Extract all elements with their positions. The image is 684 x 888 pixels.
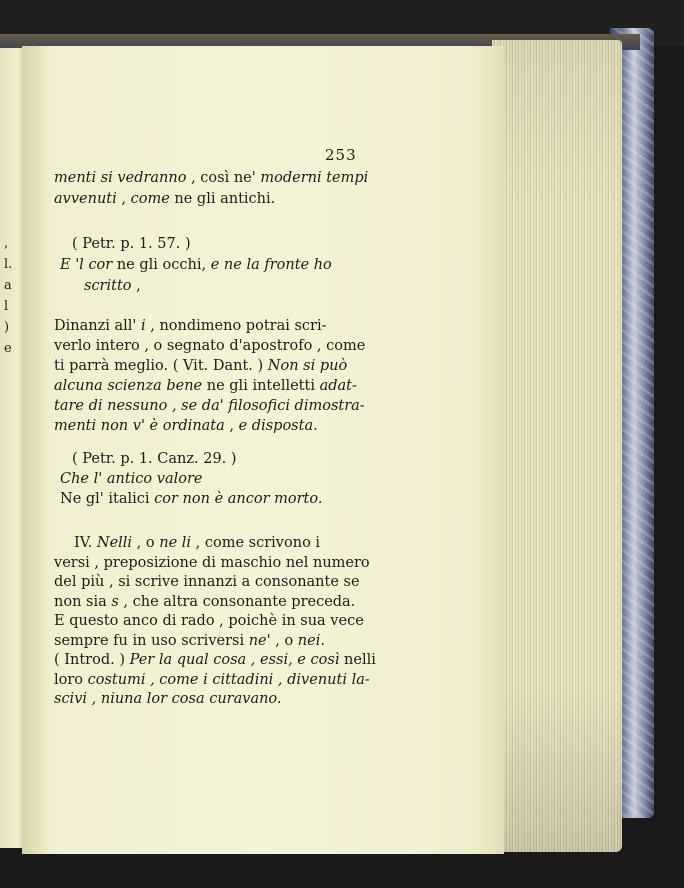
text-line <box>74 535 320 551</box>
text-segment: scritto <box>84 278 132 294</box>
text-segment: Per la qual cosa , essi, e così <box>129 652 340 668</box>
text-segment: moderni tempi <box>260 170 369 186</box>
text-segment: e disposta. <box>238 418 318 434</box>
text-line <box>84 278 141 294</box>
text-line <box>54 318 327 334</box>
text-segment: , come scrivono i <box>191 535 321 551</box>
text-segment: Nelli <box>96 535 133 551</box>
text-segment: , <box>131 278 141 294</box>
text-segment: Che l' antico valore <box>60 471 203 487</box>
text-line <box>54 574 360 590</box>
text-segment: non sia <box>54 593 112 610</box>
text-segment: , così ne' <box>186 170 261 186</box>
text-segment: scivi , niuna lor cosa curavano. <box>54 691 282 707</box>
left-page-mark: e <box>4 341 12 356</box>
text-segment: menti si vedranno <box>54 170 187 186</box>
text-segment: avvenuti <box>54 191 117 207</box>
text-segment: alcuna scienza bene <box>54 378 203 394</box>
text-segment: Dinanzi all' <box>54 318 141 334</box>
text-line <box>54 555 370 571</box>
text-line <box>54 652 376 668</box>
text-line <box>72 236 191 252</box>
text-line <box>60 257 332 273</box>
text-segment: , <box>224 418 239 434</box>
text-segment: menti non v' è ordinata <box>54 418 225 434</box>
text-segment: nei. <box>297 632 325 649</box>
left-page-mark: ) <box>4 320 10 335</box>
text-line <box>54 418 318 434</box>
text-segment: , <box>116 191 131 207</box>
text-segment: verlo intero , o segnato d'apostrofo , come <box>54 338 366 354</box>
text-segment: Ne gl' italici <box>60 491 155 507</box>
text-line <box>60 471 202 487</box>
text-segment: cor non è ancor morto. <box>154 491 323 507</box>
text-line <box>60 491 322 507</box>
text-segment: ne gli intelletti <box>202 378 320 394</box>
text-segment: del più , si scrive innanzi a consonante se <box>54 574 360 590</box>
text-segment: versi , preposizione di maschio nel numero <box>54 554 370 571</box>
text-segment: come <box>130 191 170 207</box>
text-segment: tare di nessuno , se da' filosofici dimostra- <box>54 398 365 414</box>
left-page-mark: l. <box>4 257 13 272</box>
text-segment: sempre fu in uso scriversi <box>54 632 249 649</box>
page-number: 253 <box>325 146 357 164</box>
left-page-mark: a <box>4 278 12 293</box>
text-segment: IV. <box>74 535 97 551</box>
text-segment: E 'l <box>60 257 89 273</box>
text-segment: i <box>141 318 146 334</box>
text-segment: costumi , come i cittadini , divenuti la- <box>87 671 370 688</box>
text-segment: e ne la fronte ho <box>210 257 332 273</box>
text-segment: nelli <box>339 652 376 668</box>
text-line <box>72 451 237 467</box>
text-segment: ne gli occhi, <box>112 257 211 273</box>
text-segment: , che altra consonante preceda. <box>118 593 356 610</box>
book-page <box>22 46 504 854</box>
text-segment: ne li <box>159 535 192 551</box>
text-segment: ne gli antichi. <box>169 191 276 207</box>
text-segment: , o <box>132 535 160 551</box>
text-segment: E questo anco di rado , poichè in sua vece <box>54 613 364 629</box>
text-segment: ( Introd. ) <box>54 652 130 668</box>
text-line <box>54 691 282 707</box>
left-page-marks <box>4 233 12 359</box>
text-line <box>54 191 275 207</box>
text-line <box>54 170 368 186</box>
text-segment: ( Petr. p. 1. 57. ) <box>72 236 191 252</box>
page-block-edges <box>492 40 622 852</box>
text-segment: ne' <box>248 632 271 649</box>
text-segment: ( Petr. p. 1. Canz. 29. ) <box>72 451 237 467</box>
text-segment: s <box>111 593 119 610</box>
text-segment: cor <box>88 257 113 273</box>
text-line <box>54 613 364 629</box>
text-line <box>54 398 365 414</box>
text-segment: adat- <box>319 378 357 394</box>
left-page-mark: l <box>4 299 9 314</box>
text-line <box>54 672 370 688</box>
text-segment: Non si può <box>267 358 348 374</box>
text-line <box>54 633 325 649</box>
text-line <box>54 378 357 394</box>
text-line <box>54 338 365 354</box>
text-segment: ti parrà meglio. ( Vit. Dant. ) <box>54 358 268 374</box>
text-line <box>54 358 347 374</box>
text-segment: , nondimeno potrai scri- <box>145 318 327 334</box>
text-segment: , o <box>270 632 298 649</box>
text-segment: loro <box>54 671 88 688</box>
text-line <box>54 594 355 610</box>
left-page-mark: , <box>4 236 9 251</box>
